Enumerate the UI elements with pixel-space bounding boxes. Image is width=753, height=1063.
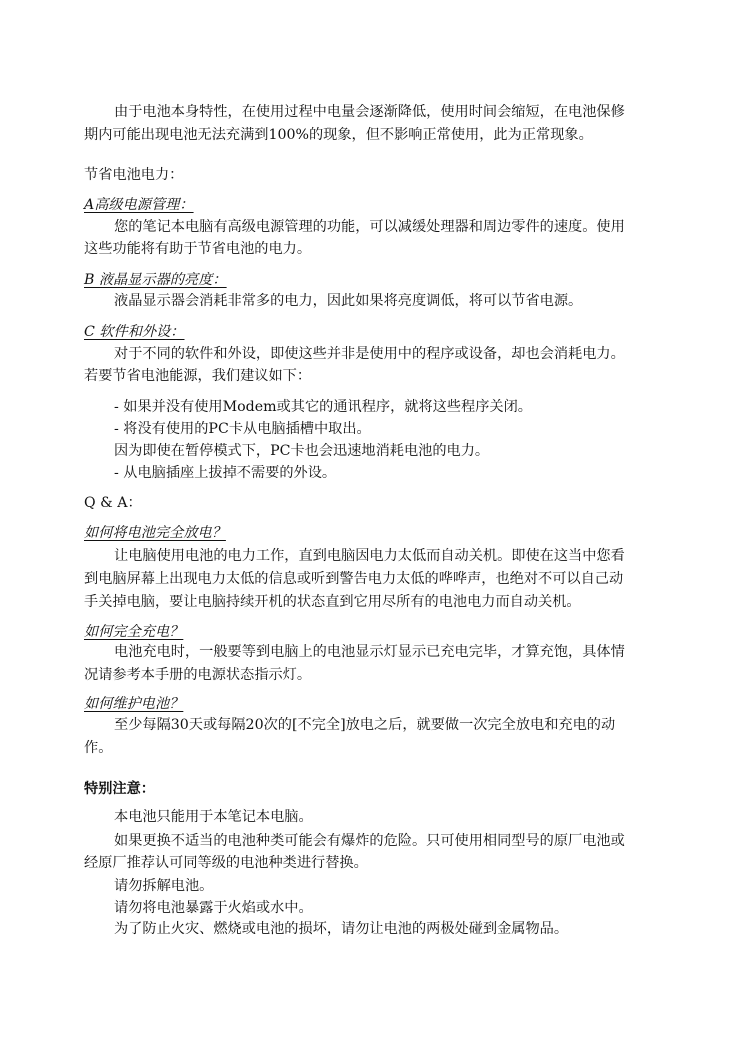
qa-title: Q & A：	[84, 495, 142, 511]
q3-line-1: 至少每隔30天或每隔20次的[不完全]放电之后，就要做一次完全放电和充电的动	[114, 717, 616, 733]
section-a-line-1: 您的笔记本电脑有高级电源管理的功能，可以减缓处理器和周边零件的速度。使用	[114, 219, 625, 235]
intro-line-1: 由于电池本身特性，在使用过程中电量会逐渐降低，使用时间会缩短，在电池保修	[114, 104, 625, 120]
section-b-heading: B 液晶显示器的亮度：	[84, 272, 227, 288]
section-c-line-1: 对于不同的软件和外设，即使这些并非是使用中的程序或设备，却也会消耗电力。	[114, 346, 625, 362]
q1-line-3: 手关掉电脑，要让电脑持续开机的状态直到它用尽所有的电池电力而自动关机。	[84, 594, 581, 610]
section-c-note: 因为即使在暂停模式下，PC卡也会迅速地消耗电池的电力。	[114, 443, 490, 459]
notice-line-6: 为了防止火灾、燃烧或电池的损坏，请勿让电池的两极处碰到金属物品。	[114, 921, 569, 937]
section-c-bullet-3: - 从电脑插座上拔掉不需要的外设。	[114, 465, 337, 481]
q3-line-2: 作。	[84, 740, 113, 756]
notice-line-3: 经原厂推荐认可同等级的电池种类进行替换。	[84, 855, 368, 871]
section-c-bullet-1: - 如果并没有使用Modem或其它的通讯程序，就将这些程序关闭。	[114, 399, 532, 415]
section-c-heading: C 软件和外设：	[84, 324, 185, 340]
q2-heading: 如何完全充电？	[84, 624, 184, 640]
section-a-heading: A高级电源管理：	[84, 197, 194, 213]
section-b-line-1: 液晶显示器会消耗非常多的电力，因此如果将亮度调低，将可以节省电源。	[114, 293, 583, 309]
notice-line-4: 请勿拆解电池。	[114, 878, 214, 894]
q1-heading: 如何将电池完全放电？	[84, 525, 226, 541]
section-c-bullet-2: - 将没有使用的PC卡从电脑插槽中取出。	[114, 421, 371, 437]
notice-line-5: 请勿将电池暴露于火焰或水中。	[114, 900, 313, 916]
q2-line-2: 况请参考本手册的电源状态指示灯。	[84, 667, 312, 683]
section-a-line-2: 这些功能将有助于节省电池的电力。	[84, 241, 312, 257]
q1-line-1: 让电脑使用电池的电力工作，直到电脑因电力太低而自动关机。即使在这当中您看	[114, 548, 625, 564]
notice-line-2: 如果更换不适当的电池种类可能会有爆炸的危险。只可使用相同型号的原厂电池或	[114, 833, 625, 849]
notice-title: 特别注意：	[84, 781, 155, 797]
notice-line-1: 本电池只能用于本笔记本电脑。	[114, 809, 313, 825]
intro-line-2: 期内可能出现电池无法充满到100%的现象，但不影响正常使用，此为正常现象。	[84, 127, 593, 143]
save-power-title: 节省电池电力：	[84, 167, 184, 183]
section-c-line-2: 若要节省电池能源，我们建议如下：	[84, 368, 312, 384]
q1-line-2: 到电脑屏幕上出现电力太低的信息或听到警告电力太低的哗哗声，也绝对不可以自己动	[84, 571, 624, 587]
q3-heading: 如何维护电池？	[84, 696, 184, 712]
q2-line-1: 电池充电时，一般要等到电脑上的电池显示灯显示已充电完毕，才算充饱，具体情	[114, 644, 625, 660]
